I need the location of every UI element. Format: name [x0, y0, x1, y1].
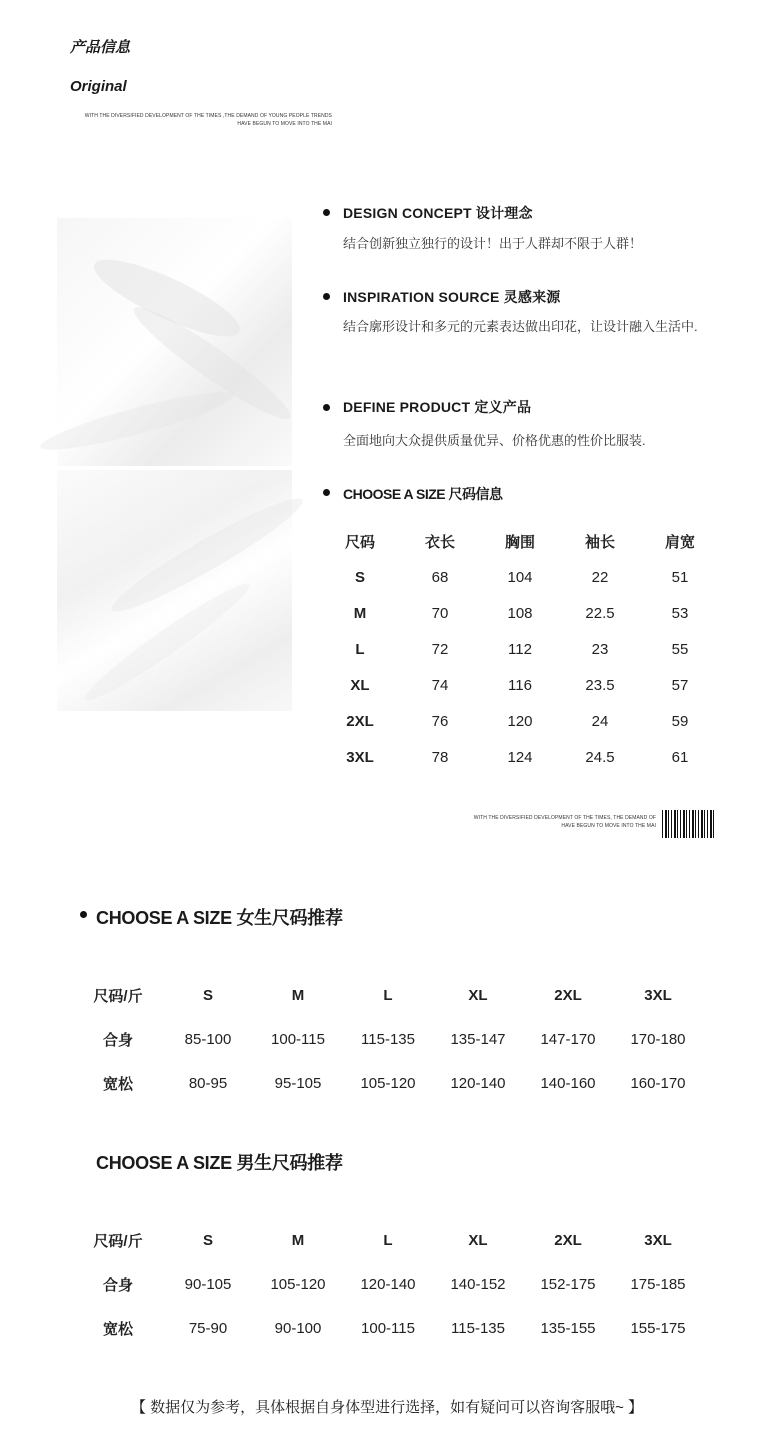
barcode-icon — [662, 810, 714, 838]
fabric-photo-surface — [57, 470, 292, 711]
table-row — [320, 667, 720, 703]
table-cell: 74 — [431, 676, 449, 694]
men-size-table — [73, 1218, 703, 1350]
table-cell: XL — [350, 676, 370, 694]
table-header: S — [202, 986, 213, 1004]
table-row — [73, 1017, 703, 1061]
table-row — [320, 631, 720, 667]
table-cell: 155-175 — [630, 1319, 686, 1337]
table-header: 袖长 — [584, 533, 615, 551]
table-cell: 55 — [671, 640, 689, 658]
table-cell: 78 — [431, 748, 449, 766]
table-cell: 23 — [591, 640, 609, 658]
table-cell: 140-160 — [540, 1074, 596, 1092]
table-cell: 68 — [431, 568, 449, 586]
table-cell: 90-105 — [184, 1275, 232, 1293]
bullet-icon — [323, 209, 330, 216]
table-header: S — [202, 1231, 213, 1249]
table-header: 3XL — [644, 1231, 672, 1249]
table-header: L — [383, 1231, 393, 1249]
table-row — [73, 1061, 703, 1105]
table-header: 肩宽 — [664, 533, 695, 551]
table-row — [320, 703, 720, 739]
bullet-icon — [323, 489, 330, 496]
bullet-icon — [323, 404, 330, 411]
table-cell: 175-185 — [630, 1275, 686, 1293]
section-text-design: 结合创新独立独行的设计！出于人群却不限于人群！ — [343, 236, 643, 251]
table-cell: 23.5 — [585, 676, 615, 694]
table-cell: 76 — [431, 712, 449, 730]
table-cell: 24.5 — [585, 748, 615, 766]
table-cell: 53 — [671, 604, 689, 622]
table-cell: 135-147 — [450, 1030, 506, 1048]
page-title: 产品信息 — [70, 39, 131, 56]
women-size-table — [73, 973, 703, 1105]
table-header: 尺码/斤 — [93, 987, 143, 1005]
table-cell: S — [354, 568, 365, 586]
table-header: M — [291, 1231, 305, 1249]
table-cell: 104 — [507, 568, 533, 586]
women-size-heading: CHOOSE A SIZE 女生尺码推荐 — [96, 908, 343, 928]
table-cell: 152-175 — [540, 1275, 596, 1293]
fabric-photo-collar — [57, 218, 292, 466]
section-heading-define: DEFINE PRODUCT 定义产品 — [343, 399, 532, 415]
table-cell: 宽松 — [102, 1075, 133, 1093]
table-cell: 120-140 — [360, 1275, 416, 1293]
table-header: M — [291, 986, 305, 1004]
table-header: 尺码/斤 — [93, 1232, 143, 1250]
table-cell: 160-170 — [630, 1074, 686, 1092]
table-cell: 105-120 — [360, 1074, 416, 1092]
table-cell: 22.5 — [585, 604, 615, 622]
table-cell: 51 — [671, 568, 689, 586]
table-cell: 147-170 — [540, 1030, 596, 1048]
table-row — [73, 1262, 703, 1306]
table-cell: M — [353, 604, 367, 622]
table-cell: 2XL — [346, 712, 374, 730]
table-cell: 135-155 — [540, 1319, 596, 1337]
table-cell: 124 — [507, 748, 533, 766]
section-heading-size: CHOOSE A SIZE 尺码信息 — [343, 486, 503, 502]
table-cell: 115-135 — [451, 1319, 505, 1337]
table-cell: 合身 — [102, 1031, 133, 1049]
table-cell: L — [355, 640, 365, 658]
table-cell: 3XL — [346, 748, 374, 766]
header-fine-print: WITH THE DIVERSIFIED DEVELOPMENT OF THE TIMES ,THE DEMAND OF YOUNG PEOPLE TRENDS HAVE BEGUN TO MOVE INTO THE MAI — [84, 113, 332, 127]
bullet-icon — [80, 911, 87, 918]
table-cell: 24 — [591, 712, 609, 730]
table-cell: 170-180 — [630, 1030, 686, 1048]
section-heading-design: DESIGN CONCEPT 设计理念 — [343, 205, 533, 221]
table-cell: 80-95 — [188, 1074, 228, 1092]
table-cell: 59 — [671, 712, 689, 730]
table-cell: 61 — [671, 748, 689, 766]
men-size-heading: CHOOSE A SIZE 男生尺码推荐 — [96, 1153, 343, 1173]
bullet-icon — [323, 293, 330, 300]
table-header: 2XL — [554, 1231, 582, 1249]
table-header: XL — [468, 986, 488, 1004]
table-cell: 112 — [508, 640, 532, 658]
table-header: 尺码 — [344, 533, 375, 551]
table-row — [320, 559, 720, 595]
table-header: L — [383, 986, 393, 1004]
table-cell: 85-100 — [184, 1030, 232, 1048]
table-cell: 57 — [671, 676, 689, 694]
table-cell: 100-115 — [361, 1319, 415, 1337]
table-header: 胸围 — [504, 533, 535, 551]
table-header: 衣长 — [424, 533, 455, 551]
table-cell: 90-100 — [274, 1319, 322, 1337]
section-heading-inspiration: INSPIRATION SOURCE 灵感来源 — [343, 289, 561, 305]
table-cell: 120 — [507, 712, 533, 730]
table-cell: 120-140 — [450, 1074, 506, 1092]
size-spec-table — [320, 523, 720, 775]
table-row — [320, 595, 720, 631]
table-header: 2XL — [554, 986, 582, 1004]
page-subtitle: Original — [70, 78, 127, 95]
table-cell: 115-135 — [361, 1030, 415, 1048]
table-cell: 116 — [508, 676, 532, 694]
table-cell: 105-120 — [270, 1275, 326, 1293]
table-cell: 140-152 — [450, 1275, 506, 1293]
disclaimer-note: 【 数据仅为参考，具体根据自身体型进行选择，如有疑问可以咨询客服哦~ 】 — [130, 1399, 644, 1416]
table-cell: 22 — [591, 568, 609, 586]
table-row — [320, 739, 720, 775]
table-header: XL — [468, 1231, 488, 1249]
table-row — [73, 1306, 703, 1350]
mid-fine-print: WITH THE DIVERSIFIED DEVELOPMENT OF THE TIMES, THE DEMAND OF HAVE BEGUN TO MOVE INTO THE MAI — [473, 815, 656, 829]
table-cell: 70 — [431, 604, 449, 622]
table-header: 3XL — [644, 986, 672, 1004]
table-cell: 75-90 — [188, 1319, 228, 1337]
section-text-define: 全面地向大众提供质量优异、价格优惠的性价比服装. — [343, 433, 646, 448]
section-text-inspiration: 结合廓形设计和多元的元素表达做出印花，让设计融入生活中. — [343, 319, 698, 334]
table-cell: 95-105 — [274, 1074, 322, 1092]
table-cell: 100-115 — [271, 1030, 325, 1048]
table-cell: 合身 — [102, 1276, 133, 1294]
table-cell: 宽松 — [102, 1320, 133, 1338]
table-cell: 72 — [431, 640, 449, 658]
table-cell: 108 — [507, 604, 533, 622]
